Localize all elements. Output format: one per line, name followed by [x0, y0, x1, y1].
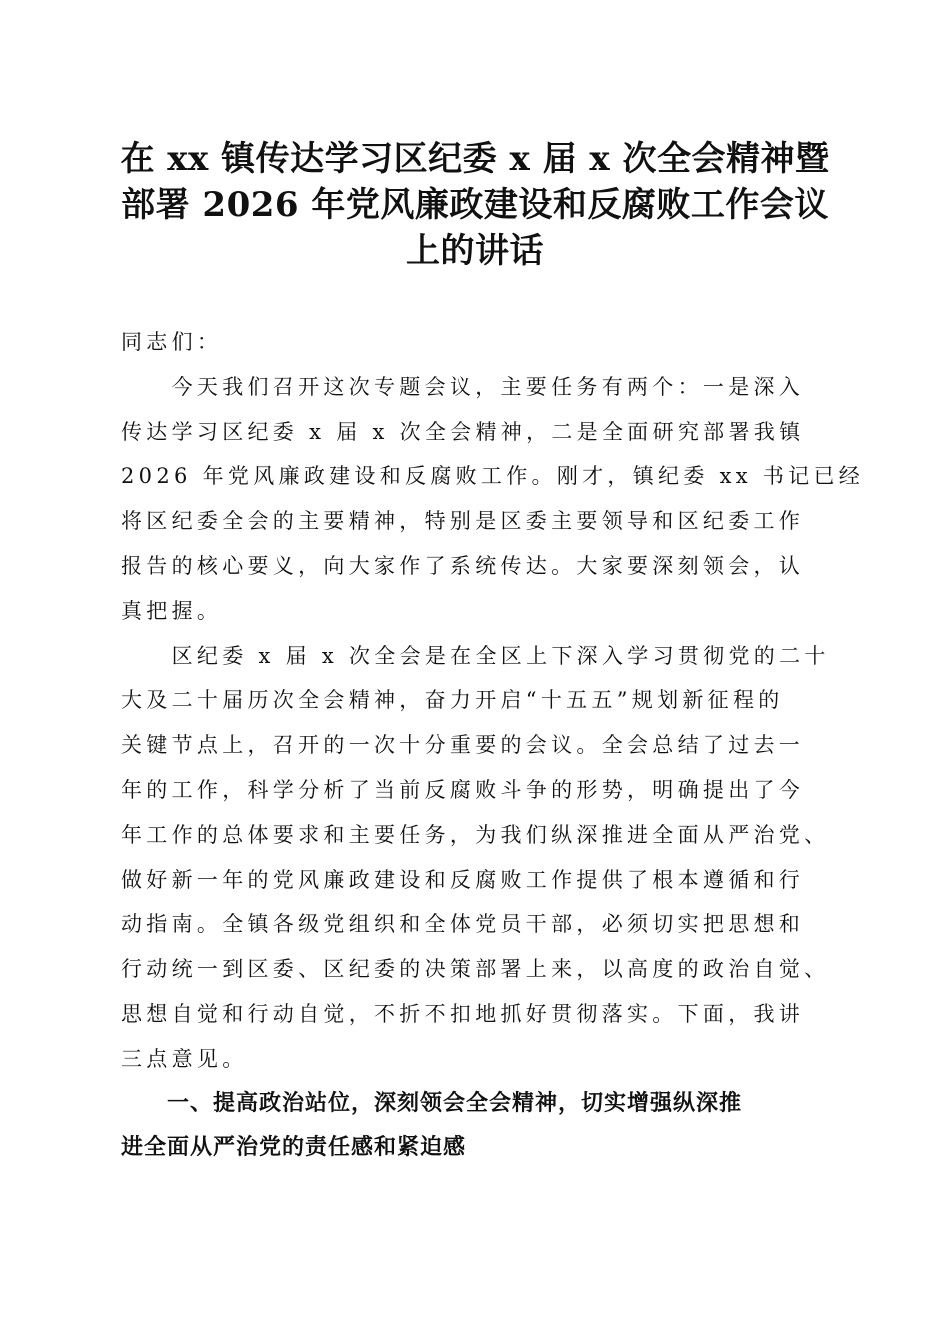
- heading-line: 进全面从严治党的责任感和紧迫感: [121, 1135, 467, 1160]
- title-line: 在 xx 镇传达学习区纪委 x 届 x 次全会精神暨: [120, 139, 830, 179]
- paragraph-line: 将区纪委全会的主要精神，特别是区委主要领导和区纪委工作: [121, 509, 805, 534]
- speech-body: [121, 320, 865, 1082]
- paragraph-line: 传达学习区纪委 x 届 x 次全会精神，二是全面研究部署我镇: [121, 419, 805, 444]
- paragraph-2: [121, 634, 833, 1082]
- paragraph-line: 真把握。: [121, 598, 223, 623]
- paragraph-line: 思想自觉和行动自觉，不折不扣地抓好贯彻落实。下面，我讲: [121, 1001, 805, 1026]
- document-title: [110, 136, 840, 274]
- paragraph-line: 今天我们召开这次专题会议，主要任务有两个：一是深入: [121, 374, 805, 399]
- title-line: 上的讲话: [406, 231, 544, 271]
- paragraph-line: 2026 年党风廉政建设和反腐败工作。刚才，镇纪委 xx 书记已经: [121, 464, 865, 489]
- paragraph-line: 三点意见。: [121, 1046, 248, 1071]
- paragraph-line: 关键节点上，召开的一次十分重要的会议。全会总结了过去一: [121, 733, 805, 758]
- paragraph-line: 做好新一年的党风廉政建设和反腐败工作提供了根本遵循和行: [121, 867, 805, 892]
- paragraph-line: 年工作的总体要求和主要任务，为我们纵深推进全面从严治党、: [121, 822, 830, 847]
- paragraph-line: 大及二十届历次全会精神，奋力开启“十五五”规划新征程的: [121, 688, 784, 713]
- paragraph-line: 报告的核心要义，向大家作了系统传达。大家要深刻领会，认: [121, 553, 805, 578]
- section-1-heading: [121, 1082, 833, 1170]
- paragraph-line: 动指南。全镇各级党组织和全体党员干部，必须切实把思想和: [121, 912, 805, 937]
- heading-line: 一、提高政治站位，深刻领会全会精神，切实增强纵深推: [121, 1091, 743, 1116]
- paragraph-1: [121, 365, 865, 634]
- paragraph-line: 区纪委 x 届 x 次全会是在全区上下深入学习贯彻党的二十: [121, 643, 830, 668]
- salutation: 同志们：: [121, 330, 223, 354]
- paragraph-line: 行动统一到区委、区纪委的决策部署上来，以高度的政治自觉、: [121, 957, 830, 982]
- title-line: 部署 2026 年党风廉政建设和反腐败工作会议: [121, 185, 829, 225]
- paragraph-line: 年的工作，科学分析了当前反腐败斗争的形势，明确提出了今: [121, 777, 805, 802]
